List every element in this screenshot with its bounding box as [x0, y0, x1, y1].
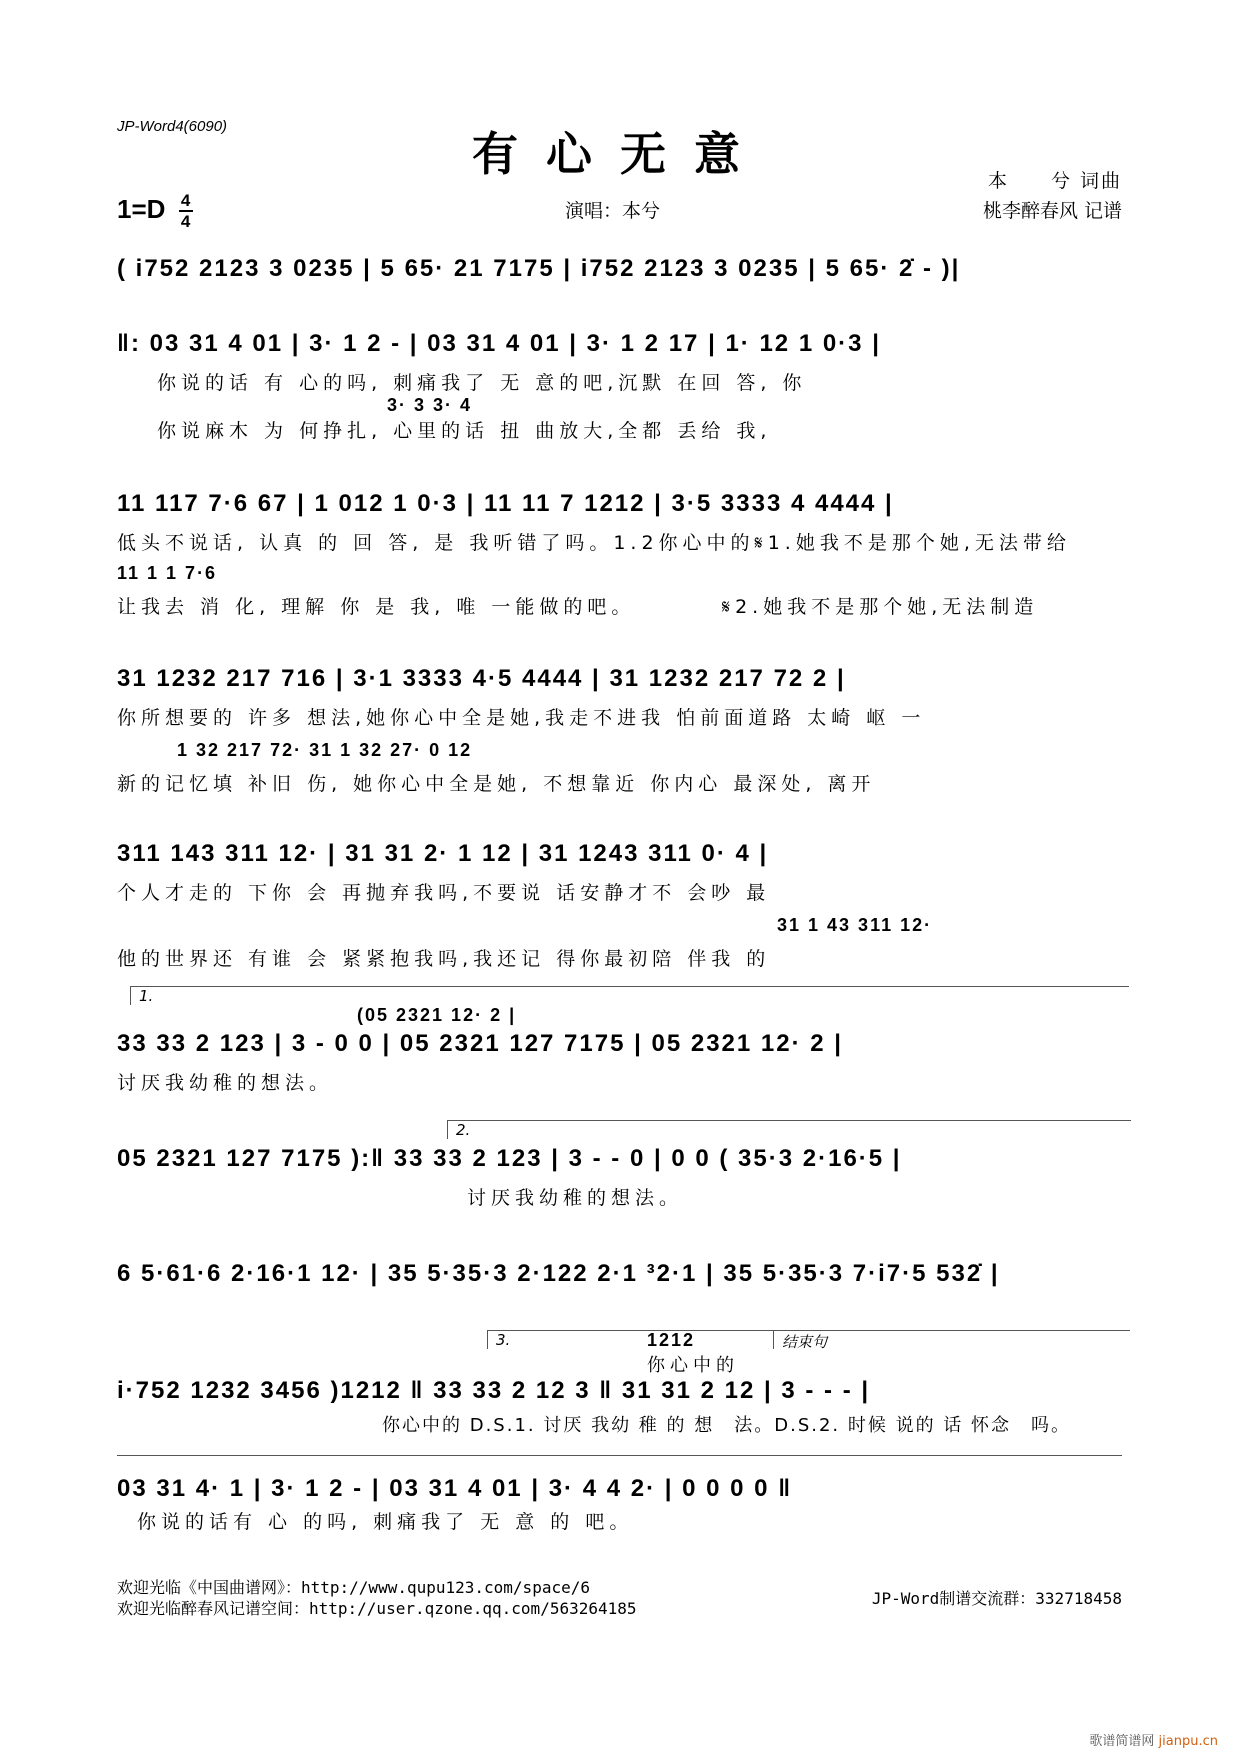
- notes-line: 6 5·61·6 2·16·1 12· | 35 5·35·3 2·122 2·1 ³2·1 | 35 5·35·3 7·i7·5 532̇ |: [117, 1260, 1000, 1287]
- footer-qzone-link: 欢迎光临醉春风记谱空间：http://user.qzone.qq.com/563264185: [117, 1599, 637, 1618]
- upper-notes-line: (05 2321 12· 2 |: [357, 1005, 517, 1025]
- lyrics-verse-2: 他的世界还 有谁 会 紧紧抱我吗,我还记 得你最初陪 伴我 的: [117, 948, 771, 970]
- alt-notes-line: 3· 3 3· 4: [387, 395, 473, 415]
- volta-label: 3.: [496, 1331, 511, 1349]
- footer-group-number: JP-Word制谱交流群：332718458: [871, 1589, 1122, 1608]
- alt-notes-line: 11 1 1 7·6: [117, 563, 218, 583]
- ending-bracket-line: [117, 1455, 1122, 1474]
- transcriber-credit: 桃李醉春风 记谱: [982, 200, 1122, 222]
- lyrics-verse-2: 新的记忆填 补旧 伤, 她你心中全是她, 不想靠近 你内心 最深处, 离开: [117, 773, 876, 795]
- lyrics-verse-1: 你说的话有 心 的吗, 刺痛我了 无 意 的 吧。: [137, 1511, 634, 1533]
- volta-bracket-2: [447, 1120, 1131, 1139]
- upper-notes-line: 1212: [647, 1330, 696, 1350]
- score-system-8: [117, 1260, 1125, 1288]
- watermark: [1089, 1730, 1218, 1749]
- alt-notes-line: 1 32 217 72· 31 1 32 27· 0 12: [177, 740, 473, 760]
- score-system-7: [117, 1145, 1125, 1210]
- watermark-cn: 歌谱简谱网: [1089, 1734, 1155, 1749]
- lyrics-verse-1: 讨厌我幼稚的想法。: [467, 1187, 684, 1209]
- lyrics-verse-1: 你所想要的 许多 想法,她你心中全是她,我走不进我 怕前面道路 太崎 岖 一: [117, 707, 926, 729]
- notes-line: ‖: 03 31 4 01 | 3· 1 2 - | 03 31 4 01 | 3· 1 2 17 | 1· 12 1 0·3 |: [117, 330, 881, 357]
- lyrics-verse-1: 你心中的 D.S.1. 讨厌 我幼 稚 的 想 法。D.S.2. 时候 说的 话 怀念 吗。: [382, 1415, 1072, 1436]
- key-label: 1=D: [117, 193, 166, 224]
- software-label: JP-Word4(6090): [117, 118, 228, 135]
- notes-line: 31 1232 217 716 | 3·1 3333 4·5 4444 | 31 1232 217 72 2 |: [117, 665, 846, 692]
- score-system-4: [117, 665, 1125, 796]
- notes-line: ( i752 2123 3 0235 | 5 65· 21 7175 | i752 2123 3 0235 | 5 65· 2̇ - )|: [117, 255, 961, 282]
- notes-line: 03 31 4· 1 | 3· 1 2 - | 03 31 4 01 | 3· 4 4 2· | 0 0 0 0 ‖: [117, 1475, 793, 1502]
- volta-label: 2.: [456, 1121, 471, 1139]
- time-signature: [179, 192, 193, 230]
- lyrics-verse-1: 讨厌我幼稚的想法。: [117, 1072, 334, 1094]
- notes-line: 05 2321 127 7175 ):‖ 33 33 2 123 | 3 - - 0 | 0 0 ( 35·3 2·16·5 |: [117, 1145, 902, 1172]
- notes-line: 311 143 311 12· | 31 31 2· 1 12 | 31 1243 311 0· 4 |: [117, 840, 769, 867]
- score-system-9: [117, 1330, 1125, 1437]
- lyrics-verse-1: 个人才走的 下你 会 再抛弃我吗,不要说 话安静才不 会吵 最: [117, 882, 771, 904]
- score-system-1: [117, 255, 1125, 283]
- notes-line: 11 117 7·6 67 | 1 012 1 0·3 | 11 11 7 1212 | 3·5 3333 4 4444 |: [117, 490, 894, 517]
- score-system-2: [117, 330, 1125, 443]
- ending-phrase-label: 结束句: [782, 1333, 828, 1351]
- score-system-10: [117, 1475, 1125, 1534]
- lyrics-verse-1: 你说的话 有 心的吗, 刺痛我了 无 意的吧,沉默 在回 答, 你: [157, 372, 807, 394]
- score-system-3: [117, 490, 1125, 619]
- watermark-en: jianpu.cn: [1158, 1734, 1218, 1749]
- score-system-6: [117, 1005, 1125, 1095]
- alt-notes-line: 31 1 43 311 12·: [777, 915, 933, 935]
- key-signature: [117, 192, 193, 230]
- upper-lyric: 你心中的: [647, 1355, 739, 1376]
- lyrics-verse-2: 让我去 消 化, 理解 你 是 我, 唯 一能做的吧。 𝄋2.她我不是那个她,无法制造: [117, 596, 1039, 618]
- lyrics-verse-2: 你说麻木 为 何挣扎, 心里的话 扭 曲放大,全都 丢给 我,: [157, 420, 772, 442]
- singer-credit: 演唱：本兮: [565, 200, 661, 222]
- composer-credit: 本 兮 词曲: [987, 170, 1122, 192]
- footer-site-link: 欢迎光临《中国曲谱网》：http://www.qupu123.com/space/6: [117, 1578, 590, 1597]
- notes-line: 33 33 2 123 | 3 - 0 0 | 05 2321 127 7175 | 05 2321 12· 2 |: [117, 1030, 844, 1057]
- time-numerator: 4: [180, 191, 191, 210]
- volta-label: 1.: [139, 987, 154, 1005]
- volta-bracket-1: [130, 986, 1129, 1005]
- notes-line: i·752 1232 3456 )1212 ‖ 33 33 2 12 3 ‖ 31 31 2 12 | 3 - - - |: [117, 1377, 871, 1404]
- time-denominator: 4: [180, 212, 191, 231]
- score-system-5: [117, 840, 1125, 971]
- song-title: 有心无意: [472, 127, 768, 181]
- lyrics-verse-1: 低头不说话, 认真 的 回 答, 是 我听错了吗。1.2你心中的𝄋1.她我不是那个她,无法带给: [117, 532, 1071, 554]
